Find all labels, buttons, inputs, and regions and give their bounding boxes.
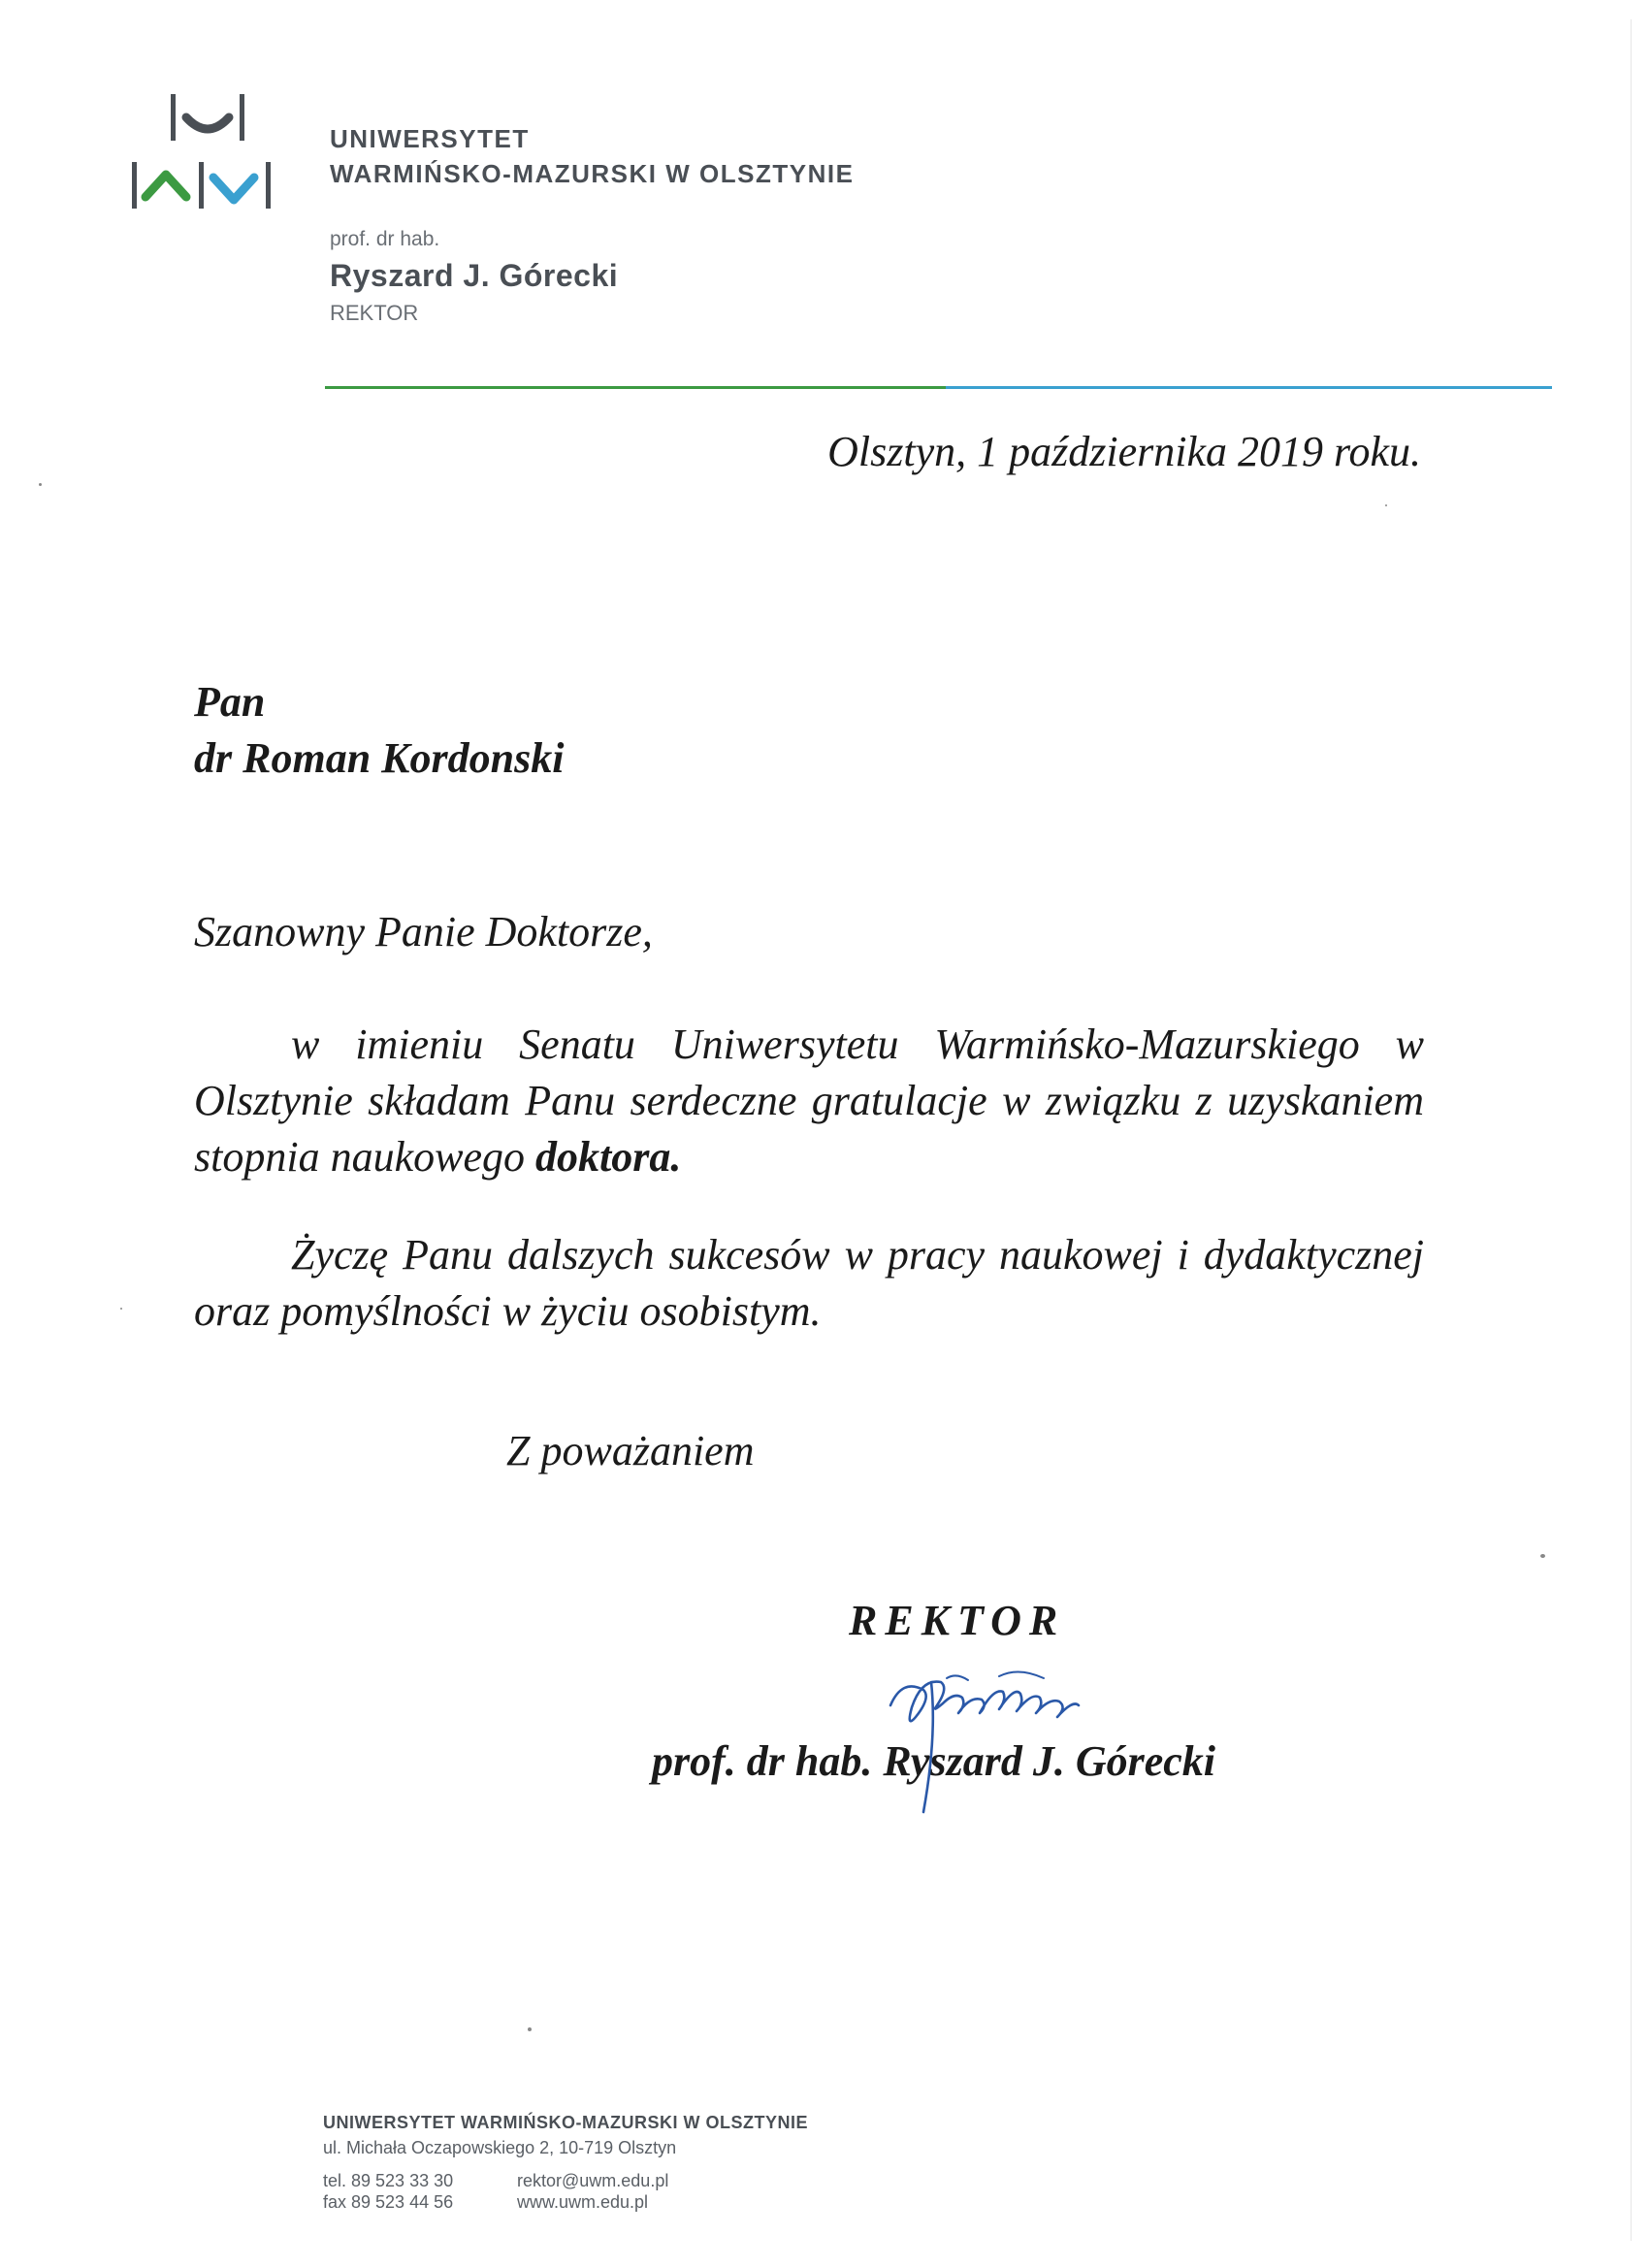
paragraph-wishes: Życzę Panu dalszych sukcesów w pracy naukowej i dydaktycznej oraz pomyślności w życiu osobistym.: [194, 1231, 1424, 1335]
addressee-line2: dr Roman Kordonski: [194, 734, 565, 782]
sender-block: [330, 225, 618, 330]
rektor-label: REKTOR: [849, 1597, 1066, 1644]
university-name-line1: UNIWERSYTET: [330, 124, 530, 153]
addressee-line1: Pan: [194, 678, 266, 726]
scan-speck: [39, 483, 42, 486]
scan-speck: [1540, 1554, 1545, 1558]
footer-fax: fax 89 523 44 56: [323, 2192, 454, 2212]
sender-role: REKTOR: [330, 301, 419, 325]
footer-contacts: [323, 2170, 808, 2213]
page-edge: [1631, 19, 1632, 2241]
sender-title: prof. dr hab.: [330, 228, 440, 250]
signer-name: prof. dr hab. Ryszard J. Górecki: [652, 1737, 1216, 1785]
addressee: [194, 674, 564, 787]
header-divider-green: [325, 386, 946, 389]
scan-speck: [1385, 504, 1387, 506]
header-divider-blue: [946, 386, 1552, 389]
footer-email: rektor@uwm.edu.pl: [517, 2171, 669, 2190]
paragraph-congratulations: [194, 1017, 1424, 1185]
paragraph-congratulations-bold: doktora.: [534, 1133, 682, 1181]
paragraph-congratulations-text: w imieniu Senatu Uniwersytetu Warmińsko-Mazurskiego w Olsztynie składam Panu serdeczne gratulacje w związku z uzyskaniem stopnia naukowego: [194, 1021, 1424, 1181]
salutation: Szanowny Panie Doktorze,: [194, 908, 653, 956]
footer-web: www.uwm.edu.pl: [517, 2192, 649, 2212]
footer: [323, 2110, 808, 2213]
footer-address: ul. Michała Oczapowskiego 2, 10-719 Olsztyn: [323, 2138, 677, 2157]
handwritten-signature: [873, 1649, 1125, 1814]
university-logo-icon: [126, 92, 291, 218]
sender-name: Ryszard J. Górecki: [330, 258, 619, 293]
letter-date: Olsztyn, 1 października 2019 roku.: [827, 428, 1421, 475]
footer-university-name: UNIWERSYTET WARMIŃSKO-MAZURSKI W OLSZTYNIE: [323, 2113, 808, 2132]
scan-speck: [528, 2027, 532, 2031]
university-name: [330, 121, 854, 191]
university-name-line2: WARMIŃSKO-MAZURSKI W OLSZTYNIE: [330, 159, 855, 188]
closing: Z poważaniem: [506, 1427, 755, 1474]
footer-tel: tel. 89 523 33 30: [323, 2171, 454, 2190]
scan-speck: [120, 1308, 122, 1310]
